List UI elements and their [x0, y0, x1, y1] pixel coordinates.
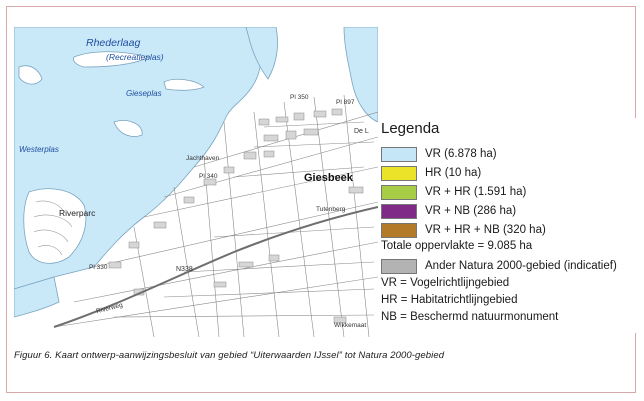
figure-caption: Figuur 6. Kaart ontwerp-aanwijzingsbesluit van gebied “Uiterwaarden IJssel” tot Natura 2000-gebied: [14, 350, 445, 361]
legend-abbr-nb: NB = Beschermd natuurmonument: [381, 311, 559, 323]
legend-item-label: VR (6.878 ha): [425, 148, 497, 160]
map-label-wikkemaat: Wikkemaat: [334, 322, 367, 329]
map-label-pl340: Pl 340: [199, 173, 218, 180]
map-label-riverweg: Riverweg: [95, 301, 124, 316]
legend-item-vr-hr-nb: [381, 222, 546, 238]
legend-swatch: [381, 147, 417, 162]
map-label-n338: N338: [176, 266, 193, 273]
legend-item-label: VR + HR + NB (320 ha): [425, 224, 546, 236]
map-label-gieseplas: Gieseplas: [126, 89, 162, 98]
map-label-pl330: Pl 330: [89, 264, 108, 271]
legend-item-label: Ander Natura 2000-gebied (indicatief): [425, 260, 617, 272]
legend-item-vr: [381, 146, 497, 162]
legend-item-other: [381, 258, 617, 274]
map-label-recreatieplas: (Recreatieplas): [106, 52, 164, 62]
legend-item-vr-hr: [381, 184, 526, 200]
map-label-dele: De L: [354, 128, 369, 135]
legend-item-label: HR (10 ha): [425, 167, 482, 179]
map-label-pl897: Pl 897: [336, 99, 355, 106]
legend-swatch: [381, 259, 417, 274]
legend-swatch: [381, 166, 417, 181]
map-legend: [378, 118, 636, 333]
map-label-jachthaven: Jachthaven: [186, 155, 220, 162]
legend-item-label: VR + NB (286 ha): [425, 205, 517, 217]
legend-item-label: VR + HR (1.591 ha): [425, 186, 527, 198]
legend-item-vr-nb: [381, 203, 516, 219]
map-view: [14, 27, 378, 337]
legend-swatch: [381, 185, 417, 200]
legend-swatch: [381, 223, 417, 238]
map-label-rhederlaag: Rhederlaag: [86, 37, 141, 49]
map-label-riverparc: Riverparc: [59, 208, 96, 218]
legend-title: Legenda: [381, 120, 440, 137]
map-label-westerplas: Westerplas: [19, 145, 59, 154]
legend-swatch: [381, 204, 417, 219]
legend-abbr-hr: HR = Habitatrichtlijngebied: [381, 294, 518, 306]
legend-total: Totale oppervlakte = 9.085 ha: [381, 240, 533, 252]
map-label-giesbeek: Giesbeek: [304, 172, 353, 184]
legend-abbr-vr: VR = Vogelrichtlijngebied: [381, 277, 510, 289]
map-label-tutenberg: Tutenberg: [316, 206, 346, 213]
map-label-pl350: Pl 350: [290, 94, 309, 101]
legend-item-hr: [381, 165, 481, 181]
